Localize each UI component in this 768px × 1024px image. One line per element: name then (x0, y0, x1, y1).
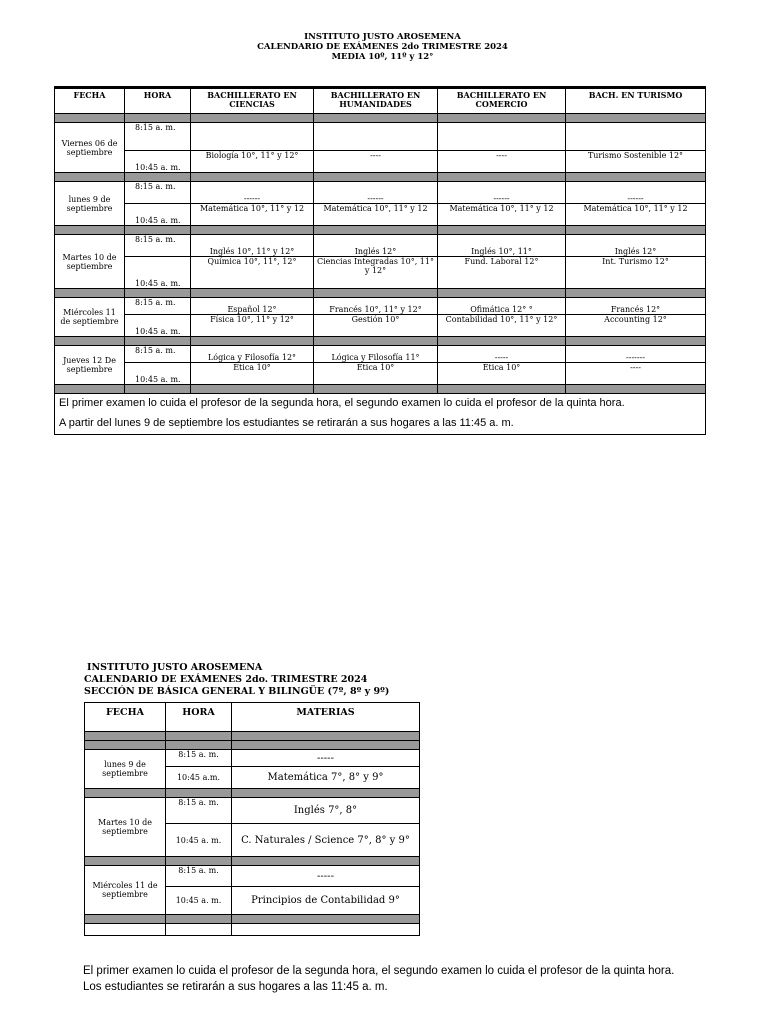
doc1-title-school: INSTITUTO JUSTO AROSEMENA (304, 32, 461, 42)
doc2-title-block (84, 662, 444, 698)
hora-cell: 10:45 a. m. (125, 315, 191, 337)
gray-separator-cell (191, 385, 314, 394)
hora-cell: 10:45 a. m. (125, 204, 191, 226)
subject-cell: Gestión 10° (314, 315, 438, 337)
subject-cell: ---- (314, 151, 438, 173)
gray-separator-cell (232, 732, 420, 741)
hora-cell: 8:15 a. m. (166, 798, 232, 824)
doc2-footnote-line-2: Los estudiantes se retirarán a sus hogares a las 11:45 a. m. (83, 981, 388, 993)
gray-separator-cell (55, 337, 125, 346)
gray-separator-cell (232, 857, 420, 866)
hora-cell: 8:15 a. m. (166, 866, 232, 887)
subject-cell: Lógica y Filosofía 12° (191, 346, 314, 363)
gray-separator-cell (125, 385, 191, 394)
subject-cell: Inglés 12° (314, 235, 438, 257)
fecha-cell: lunes 9 de septiembre (55, 182, 125, 226)
subject-cell (191, 123, 314, 151)
col-header-hora: HORA (125, 88, 191, 114)
subject-cell: ----- (438, 346, 566, 363)
doc2-footnote-line-1: El primer examen lo cuida el profesor de la segunda hora, el segundo examen lo cuida el profesor de la quinta hora. (83, 965, 675, 977)
hora-cell: 8:15 a. m. (125, 235, 191, 257)
note-line-1: El primer examen lo cuida el profesor de la segunda hora, el segundo examen lo cuida el profesor de la quinta hora. (55, 394, 706, 413)
doc1-exam-table (54, 86, 706, 435)
gray-separator-cell (566, 385, 706, 394)
col-header-hora: HORA (166, 703, 232, 732)
separator-row (55, 337, 706, 346)
subject-cell: Matemática 10°, 11° y 12 (314, 204, 438, 226)
gray-separator-cell (166, 857, 232, 866)
hora-cell: 10:45 a. m. (125, 151, 191, 173)
gray-separator-cell (438, 337, 566, 346)
table-row (85, 750, 420, 767)
gray-separator-cell (85, 732, 166, 741)
subject-cell: Francés 12° (566, 298, 706, 315)
gray-separator-cell (55, 289, 125, 298)
gray-separator-cell (55, 114, 125, 123)
fecha-cell: Miércoles 11 de septiembre (55, 298, 125, 337)
subject-cell: Ética 10° (438, 363, 566, 385)
separator-row (85, 915, 420, 924)
empty-cell (85, 924, 166, 936)
col-header-humanidades: BACHILLERATO EN HUMANIDADES (314, 88, 438, 114)
empty-cell (232, 924, 420, 936)
gray-separator-cell (125, 226, 191, 235)
fecha-cell: Miércoles 11 de septiembre (85, 866, 166, 915)
doc1-title-block (200, 32, 565, 62)
gray-separator-cell (166, 741, 232, 750)
gray-separator-cell (166, 915, 232, 924)
subject-cell: ------ (438, 182, 566, 204)
separator-row (55, 385, 706, 394)
gray-separator-cell (85, 915, 166, 924)
separator-row (55, 289, 706, 298)
subject-cell: Física 10°, 11° y 12° (191, 315, 314, 337)
subject-cell: Matemática 10°, 11° y 12 (191, 204, 314, 226)
fecha-cell: lunes 9 de septiembre (85, 750, 166, 789)
gray-separator-cell (85, 857, 166, 866)
gray-separator-cell (438, 173, 566, 182)
gray-separator-cell (125, 337, 191, 346)
gray-separator-cell (191, 226, 314, 235)
subject-cell: Matemática 10°, 11° y 12 (438, 204, 566, 226)
gray-separator-cell (232, 741, 420, 750)
col-header-fecha: FECHA (55, 88, 125, 114)
col-header-comercio: BACHILLERATO EN COMERCIO (438, 88, 566, 114)
subject-cell: Ética 10° (191, 363, 314, 385)
gray-separator-cell (314, 289, 438, 298)
table-row (55, 363, 706, 385)
gray-separator-cell (566, 114, 706, 123)
col-header-materias: MATERIAS (232, 703, 420, 732)
gray-separator-cell (438, 289, 566, 298)
table-row (55, 123, 706, 151)
doc2-footnote (83, 963, 674, 995)
col-header-ciencias: BACHILLERATO EN CIENCIAS (191, 88, 314, 114)
table-row (55, 182, 706, 204)
subject-cell: Inglés 10°, 11° y 12° (191, 235, 314, 257)
subject-cell: Ética 10° (314, 363, 438, 385)
subject-cell: Matemática 10°, 11° y 12 (566, 204, 706, 226)
hora-cell: 8:15 a. m. (125, 182, 191, 204)
subject-cell: ------ (566, 182, 706, 204)
gray-separator-cell (438, 114, 566, 123)
hora-cell: 10:45 a. m. (125, 257, 191, 289)
subject-cell: Turismo Sostenible 12° (566, 151, 706, 173)
hora-cell: 10:45 a. m. (166, 887, 232, 915)
table-row (85, 798, 420, 824)
doc2-title-section: SECCIÓN DE BÁSICA GENERAL Y BILINGÜE (7º, 8º y 9º) (84, 686, 390, 697)
gray-separator-cell (566, 173, 706, 182)
gray-separator-cell (314, 337, 438, 346)
gray-separator-cell (232, 789, 420, 798)
separator-row (85, 857, 420, 866)
doc2-table-body (85, 732, 420, 936)
gray-separator-cell (55, 173, 125, 182)
subject-cell: ------- (566, 346, 706, 363)
fecha-cell: Martes 10 de septiembre (85, 798, 166, 857)
hora-cell: 8:15 a. m. (166, 750, 232, 767)
subject-cell: ------ (191, 182, 314, 204)
empty-row (85, 924, 420, 936)
subject-cell: Accounting 12° (566, 315, 706, 337)
table-row (55, 346, 706, 363)
gray-separator-cell (314, 173, 438, 182)
materia-cell: ----- (232, 750, 420, 767)
gray-separator-cell (566, 289, 706, 298)
doc2-title-calendar: CALENDARIO DE EXÁMENES 2do. TRIMESTRE 2024 (84, 674, 368, 685)
subject-cell: ------ (314, 182, 438, 204)
subject-cell: Biología 10°, 11° y 12° (191, 151, 314, 173)
note-line-2: A partir del lunes 9 de septiembre los estudiantes se retirarán a sus hogares a las 11:45 a. m. (55, 412, 706, 435)
materia-cell: Inglés 7°, 8° (232, 798, 420, 824)
doc2-exam-table (84, 702, 420, 936)
subject-cell: Ciencias Integradas 10°, 11° y 12° (314, 257, 438, 289)
note-row (55, 394, 706, 413)
hora-cell: 8:15 a. m. (125, 346, 191, 363)
doc1-title-calendar: CALENDARIO DE EXÁMENES 2do TRIMESTRE 2024 (257, 42, 508, 52)
table-row (55, 151, 706, 173)
separator-row (55, 173, 706, 182)
hora-cell: 10:45 a.m. (166, 767, 232, 789)
empty-cell (166, 924, 232, 936)
hora-cell: 8:15 a. m. (125, 298, 191, 315)
separator-row (85, 789, 420, 798)
separator-row (85, 741, 420, 750)
hora-cell: 10:45 a. m. (125, 363, 191, 385)
subject-cell: Ofimática 12° ° (438, 298, 566, 315)
separator-row (85, 732, 420, 741)
table-row (55, 298, 706, 315)
gray-separator-cell (166, 732, 232, 741)
gray-separator-cell (438, 226, 566, 235)
gray-separator-cell (191, 173, 314, 182)
separator-row (55, 114, 706, 123)
table-row (55, 257, 706, 289)
gray-separator-cell (314, 385, 438, 394)
doc2-title-school: INSTITUTO JUSTO AROSEMENA (87, 662, 263, 673)
doc1-title-level: MEDIA 10º, 11º y 12° (331, 52, 434, 62)
materia-cell: Principios de Contabilidad 9° (232, 887, 420, 915)
hora-cell: 10:45 a. m. (166, 824, 232, 857)
table-row (85, 866, 420, 887)
hora-cell: 8:15 a. m. (125, 123, 191, 151)
gray-separator-cell (85, 741, 166, 750)
note-row (55, 412, 706, 435)
table-row (55, 235, 706, 257)
gray-separator-cell (314, 114, 438, 123)
doc2-header-row (85, 703, 420, 732)
col-header-turismo: BACH. EN TURISMO (566, 88, 706, 114)
gray-separator-cell (125, 289, 191, 298)
gray-separator-cell (166, 789, 232, 798)
subject-cell: Int. Turismo 12° (566, 257, 706, 289)
doc1-header-row (55, 88, 706, 114)
gray-separator-cell (566, 226, 706, 235)
materia-cell: ----- (232, 866, 420, 887)
table-row (55, 204, 706, 226)
subject-cell: Inglés 12° (566, 235, 706, 257)
subject-cell: Inglés 10°, 11° (438, 235, 566, 257)
subject-cell (314, 123, 438, 151)
subject-cell: Español 12° (191, 298, 314, 315)
col-header-fecha: FECHA (85, 703, 166, 732)
doc1-table-body (55, 114, 706, 435)
gray-separator-cell (55, 226, 125, 235)
subject-cell (566, 123, 706, 151)
table-row (55, 315, 706, 337)
subject-cell: ---- (438, 151, 566, 173)
gray-separator-cell (125, 173, 191, 182)
gray-separator-cell (314, 226, 438, 235)
gray-separator-cell (438, 385, 566, 394)
fecha-cell: Jueves 12 De septiembre (55, 346, 125, 385)
gray-separator-cell (125, 114, 191, 123)
subject-cell: Química 10°, 11°, 12° (191, 257, 314, 289)
gray-separator-cell (232, 915, 420, 924)
gray-separator-cell (85, 789, 166, 798)
materia-cell: C. Naturales / Science 7°, 8° y 9° (232, 824, 420, 857)
gray-separator-cell (55, 385, 125, 394)
subject-cell: Contabilidad 10°, 11° y 12° (438, 315, 566, 337)
fecha-cell: Martes 10 de septiembre (55, 235, 125, 289)
subject-cell: Lógica y Filosofía 11° (314, 346, 438, 363)
fecha-cell: Viernes 06 de septiembre (55, 123, 125, 173)
subject-cell: Francés 10°, 11° y 12° (314, 298, 438, 315)
gray-separator-cell (191, 289, 314, 298)
subject-cell: Fund. Laboral 12° (438, 257, 566, 289)
gray-separator-cell (566, 337, 706, 346)
subject-cell (438, 123, 566, 151)
gray-separator-cell (191, 114, 314, 123)
materia-cell: Matemática 7°, 8° y 9° (232, 767, 420, 789)
gray-separator-cell (191, 337, 314, 346)
separator-row (55, 226, 706, 235)
subject-cell: ---- (566, 363, 706, 385)
